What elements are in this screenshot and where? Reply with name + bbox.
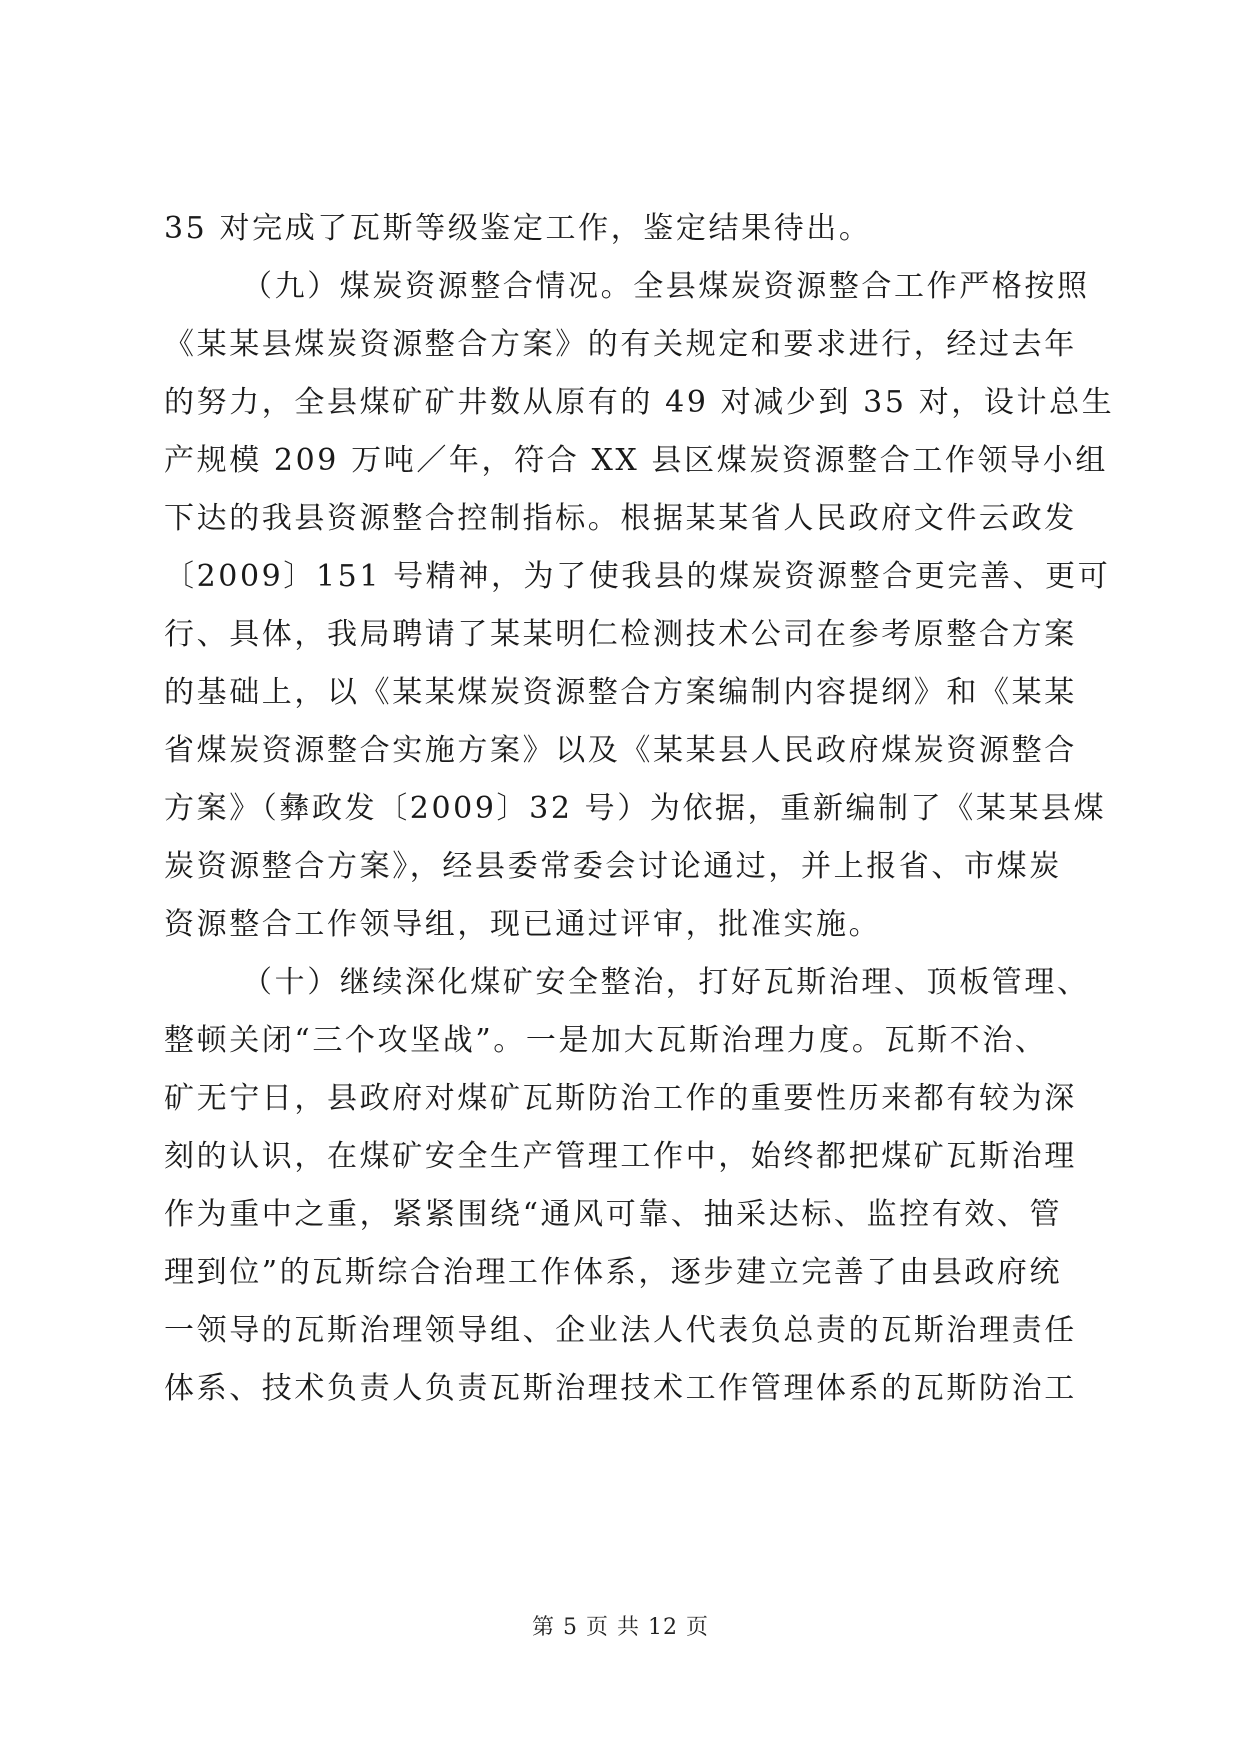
page-footer: 第 5 页 共 12 页 [532,1615,709,1640]
text-line: 下达的我县资源整合控制指标。根据某某省人民政府文件云政发 [164,501,1077,536]
text-line: 整顿关闭“三个攻坚战”。一是加大瓦斯治理力度。瓦斯不治、 [164,1023,1048,1058]
text-line: 理到位”的瓦斯综合治理工作体系，逐步建立完善了由县政府统 [164,1255,1063,1290]
text-line: 刻的认识，在煤矿安全生产管理工作中，始终都把煤矿瓦斯治理 [164,1139,1077,1174]
text-line: 方案》（彝政发〔2009〕32 号）为依据，重新编制了《某某县煤 [164,791,1107,826]
text-line: 的基础上，以《某某煤炭资源整合方案编制内容提纲》和《某某 [164,675,1077,710]
text-line: （十）继续深化煤矿安全整治，打好瓦斯治理、顶板管理、 [242,965,1090,1000]
text-line: 一领导的瓦斯治理领导组、企业法人代表负总责的瓦斯治理责任 [164,1313,1077,1348]
text-line: 〔2009〕151 号精神，为了使我县的煤炭资源整合更完善、更可 [164,559,1111,594]
text-line: （九）煤炭资源整合情况。全县煤炭资源整合工作严格按照 [242,269,1090,304]
text-line: 炭资源整合方案》，经县委常委会讨论通过，并上报省、市煤炭 [164,849,1062,884]
body-text [164,200,1115,1418]
text-line: 体系、技术负责人负责瓦斯治理技术工作管理体系的瓦斯防治工 [164,1371,1077,1406]
text-line: 的努力，全县煤矿矿井数从原有的 49 对减少到 35 对，设计总生 [164,385,1115,420]
text-line: 省煤炭资源整合实施方案》以及《某某县人民政府煤炭资源整合 [164,733,1077,768]
text-line: 《某某县煤炭资源整合方案》的有关规定和要求进行，经过去年 [164,327,1077,362]
text-line: 35 对完成了瓦斯等级鉴定工作，鉴定结果待出。 [164,211,872,246]
text-line: 矿无宁日，县政府对煤矿瓦斯防治工作的重要性历来都有较为深 [164,1081,1077,1116]
text-line: 产规模 209 万吨／年，符合 XX 县区煤炭资源整合工作领导小组 [164,443,1108,478]
text-line: 行、具体，我局聘请了某某明仁检测技术公司在参考原整合方案 [164,617,1077,652]
text-line: 作为重中之重，紧紧围绕“通风可靠、抽采达标、监控有效、管 [164,1197,1063,1232]
text-line: 资源整合工作领导组，现已通过评审，批准实施。 [164,907,882,942]
